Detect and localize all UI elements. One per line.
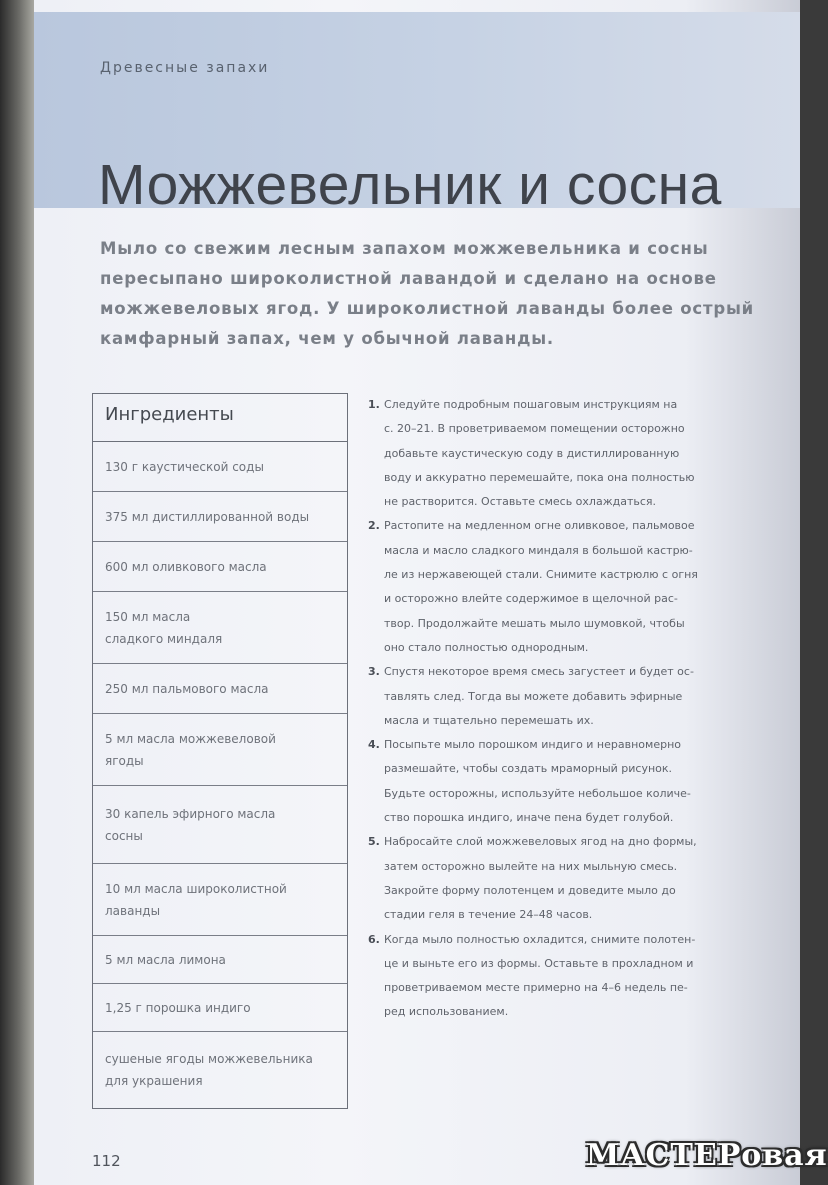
- intro-line: пересыпано широколистной лавандой и сделано на основе: [100, 269, 717, 288]
- ingredient-text: сосны: [105, 828, 143, 843]
- book-page: [34, 0, 800, 1185]
- step-line: оно стало полностью однородным.: [384, 640, 589, 654]
- step-line: Следуйте подробным пошаговым инструкциям на: [384, 398, 678, 411]
- intro-line: камфарный запах, чем у обычной лаванды.: [100, 329, 554, 348]
- step-number: 5.: [368, 835, 380, 849]
- step-line: тавлять след. Тогда вы можете добавить эфирные: [384, 689, 683, 703]
- ingredient-row: [93, 442, 347, 492]
- page-title: Можжевельник и сосна: [98, 153, 722, 217]
- step-line: добавьте каустическую соду в дистиллированную: [384, 446, 680, 460]
- step-line: и осторожно влейте содержимое в щелочной рас-: [384, 592, 678, 606]
- ingredient-text: сушеные ягоды можжевельника: [105, 1052, 313, 1066]
- ingredient-text: ягоды: [105, 753, 144, 768]
- instruction-step: [368, 733, 754, 830]
- ingredient-text: 130 г каустической соды: [105, 459, 264, 474]
- book-spine: [0, 0, 34, 1185]
- ingredient-text: 10 мл масла широколистной: [105, 881, 287, 896]
- instructions-list: [368, 393, 754, 1025]
- ingredient-text: 1,25 г порошка индиго: [105, 1000, 251, 1015]
- ingredient-row: [93, 864, 347, 936]
- ingredient-row: [93, 936, 347, 984]
- ingredients-list: [93, 442, 347, 1108]
- instruction-step: [368, 830, 754, 927]
- step-line: ство порошка индиго, иначе пена будет голубой.: [384, 811, 674, 825]
- ingredient-row: [93, 786, 347, 864]
- step-line: масла и масло сладкого миндаля в большой кастрю-: [384, 543, 693, 557]
- step-text: [384, 393, 695, 514]
- ingredient-text: лаванды: [105, 903, 161, 918]
- ingredient-row: [93, 984, 347, 1032]
- step-line: масла и тщательно перемешать их.: [384, 713, 594, 727]
- instruction-step: [368, 393, 754, 514]
- ingredient-text: 250 мл пальмового масла: [105, 681, 269, 696]
- ingredient-row: [93, 492, 347, 542]
- step-line: Набросайте слой можжевеловых ягод на дно формы,: [384, 835, 697, 849]
- step-number: 1.: [368, 398, 380, 411]
- ingredient-row: [93, 664, 347, 714]
- instruction-step: [368, 660, 754, 733]
- ingredient-row: [93, 542, 347, 592]
- step-line: не растворится. Оставьте смесь охлаждаться.: [384, 495, 656, 509]
- step-line: Когда мыло полностью охладится, снимите полотен-: [384, 932, 696, 946]
- step-number: 6.: [368, 932, 380, 946]
- step-line: воду и аккуратно перемешайте, пока она полностью: [384, 470, 695, 484]
- step-line: це и выньте его из формы. Оставьте в прохладном и: [384, 956, 694, 970]
- step-line: проветриваемом месте примерно на 4–6 недель пе-: [384, 981, 688, 995]
- intro-line: можжевеловых ягод. У широколистной лаванды более острый: [100, 299, 755, 318]
- step-line: с. 20–21. В проветриваемом помещении осторожно: [384, 422, 685, 436]
- step-line: стадии геля в течение 24–48 часов.: [384, 908, 593, 922]
- step-text: [384, 514, 698, 660]
- ingredient-text: 150 мл масла: [105, 609, 191, 624]
- instruction-step: [368, 928, 754, 1025]
- step-line: Закройте форму полотенцем и доведите мыло до: [384, 883, 676, 897]
- ingredient-text: сладкого миндаля: [105, 631, 223, 646]
- step-line: Посыпьте мыло порошком индиго и неравномерно: [384, 738, 681, 752]
- ingredients-heading: Ингредиенты: [93, 394, 347, 442]
- instruction-step: [368, 514, 754, 660]
- ingredient-row: [93, 714, 347, 786]
- ingredient-text: 5 мл масла можжевеловой: [105, 731, 276, 746]
- step-text: [384, 928, 695, 1025]
- step-line: Растопите на медленном огне оливковое, пальмовое: [384, 519, 695, 533]
- ingredient-row: [93, 1032, 347, 1108]
- ingredient-text: 600 мл оливкового масла: [105, 559, 267, 574]
- step-line: ред использованием.: [384, 1005, 509, 1019]
- ingredient-row: [93, 592, 347, 664]
- step-line: затем осторожно вылейте на них мыльную смесь.: [384, 859, 678, 873]
- ingredients-table: [92, 393, 348, 1109]
- ingredient-text: 30 капель эфирного масла: [105, 806, 276, 821]
- ingredient-text: 375 мл дистиллированной воды: [105, 509, 310, 524]
- step-text: [384, 733, 691, 830]
- step-line: твор. Продолжайте мешать мыло шумовкой, чтобы: [384, 616, 685, 630]
- step-line: ле из нержавеющей стали. Снимите кастрюлю с огня: [384, 568, 698, 582]
- step-line: Спустя некоторое время смесь загустеет и будет ос-: [384, 665, 694, 679]
- ingredient-text: 5 мл масла лимона: [105, 952, 226, 967]
- step-text: [384, 830, 697, 927]
- intro-line: Мыло со свежим лесным запахом можжевельника и сосны: [100, 239, 709, 258]
- section-label: Древесные запахи: [100, 60, 270, 76]
- step-number: 4.: [368, 738, 380, 752]
- page-number: 112: [92, 1152, 121, 1170]
- step-line: Будьте осторожны, используйте небольшое количе-: [384, 786, 691, 800]
- watermark-logo: МАСТЕРовая: [586, 1138, 828, 1173]
- step-number: 2.: [368, 519, 380, 533]
- step-text: [384, 660, 694, 733]
- step-line: размешайте, чтобы создать мраморный рисунок.: [384, 762, 673, 776]
- ingredient-text: для украшения: [105, 1074, 203, 1088]
- intro-paragraph: [100, 234, 760, 354]
- step-number: 3.: [368, 665, 380, 679]
